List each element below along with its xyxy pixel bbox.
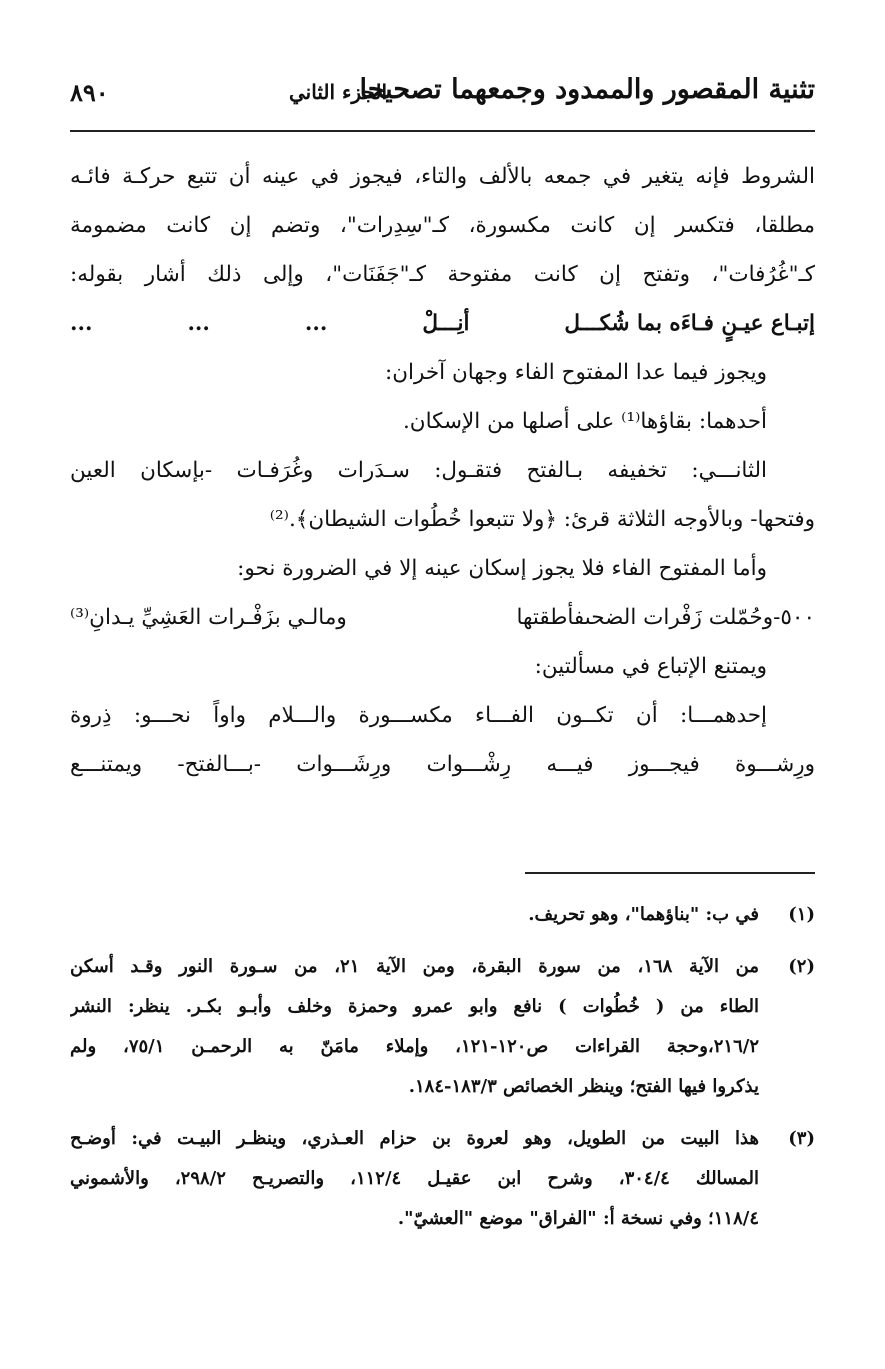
footnote-line: ٢١٦/٢،وحجة القراءات ص١٢٠-١٢١، وإملاء مامَنّ به الرحمـن ٧٥/١، ولم bbox=[70, 1036, 759, 1057]
book-page bbox=[70, 60, 815, 1369]
footnote-1 bbox=[70, 895, 815, 935]
verse-line bbox=[70, 299, 815, 348]
footnote-line: ١١٨/٤؛ وفي نسخة أ: "الفراق" موضع "العشيّ". bbox=[397, 1208, 759, 1229]
footnote-line: من الآية ١٦٨، من سورة البقرة، ومن الآية ٢١، من سـورة النور وقـد أسكن bbox=[70, 956, 759, 977]
text-line: ويجوز فيما عدا المفتوح الفاء وجهان آخران: bbox=[385, 360, 767, 385]
verse-part: أنِـــلْ bbox=[422, 311, 470, 336]
footnote-2 bbox=[70, 947, 815, 1107]
main-text bbox=[70, 152, 815, 789]
footnote-3 bbox=[70, 1119, 815, 1239]
footnote-number: (١) bbox=[788, 904, 815, 925]
footnote-line: يذكروا فيها الفتح؛ وينظر الخصائص ١٨٣/٣-١٨٤. bbox=[408, 1076, 759, 1097]
footnote-number: (٣) bbox=[788, 1128, 815, 1149]
page-header bbox=[70, 60, 815, 132]
text-line: ورِشـــوة فيجـــوز فيـــه رِشْـــوات ورِشَـــوات -بـــالفتح- ويمتنـــع bbox=[70, 752, 815, 777]
text-line: إحدهمـــا: أن تكــون الفـــاء مكســـورة والـــلام واواً نحـــو: ذِروة bbox=[70, 703, 767, 728]
verse-ellipsis: ... bbox=[187, 311, 210, 336]
text-line: ويمتنع الإتباع في مسألتين: bbox=[534, 654, 767, 679]
verse-part: إتبـاع عيـنٍ فـاءَه بما شُكـــل bbox=[564, 311, 815, 336]
verse-ellipsis: ... bbox=[304, 311, 328, 336]
footnotes bbox=[70, 895, 815, 1239]
text-line: كـ"غُرُفات"، وتفتح إن كانت مفتوحة كـ"جَفَنَات"، وإلى ذلك أشار بقوله: bbox=[70, 262, 815, 287]
header-rule bbox=[70, 130, 815, 132]
text-line: الثانـــي: تخفيفه بـالفتح فتقـول: سـدَرات وغُرَفـات -بإسكان العين bbox=[70, 458, 767, 483]
footnote-line: في ب: "بناؤهما"، وهو تحريف. bbox=[528, 904, 759, 925]
footnote-number: (٢) bbox=[788, 956, 815, 977]
part-label: الجزء الثاني bbox=[289, 80, 387, 104]
running-title: تثنية المقصور والممدود وجمعهما تصحيحا bbox=[359, 74, 815, 105]
text-line: الشروط فإنه يتغير في جمعه بالألف والتاء، فيجوز في عينه أن تتبع حركـة فائـه bbox=[70, 164, 815, 189]
poem-line bbox=[70, 593, 815, 642]
footnote-line: الطاء من ( خُطُوات ) نافع وابو عمرو وحمزة وخلف وأبـو بكـر. ينظر: النشر bbox=[70, 996, 759, 1017]
verse-ellipsis: ... bbox=[70, 311, 93, 336]
text-line: وفتحها- وبالأوجه الثلاثة قرئ: ﴿ولا تتبعوا خُطُوات الشيطان﴾.⁽²⁾ bbox=[269, 507, 815, 532]
footnote-rule bbox=[525, 872, 815, 874]
text-line: أحدهما: بقاؤها⁽¹⁾ على أصلها من الإسكان. bbox=[402, 409, 767, 434]
text-line: مطلقا، فتكسر إن كانت مكسورة، كـ"سِدِرات"، وتضم إن كانت مضمومة bbox=[70, 213, 815, 238]
poem-first-hemistich: ٥٠٠-وحُمّلت زَفْرات الضحىفأطقتها bbox=[516, 605, 815, 630]
footnote-line: المسالك ٣٠٤/٤، وشرح ابن عقيـل ١١٢/٤، والتصريـح ٢٩٨/٢، والأشموني bbox=[70, 1168, 759, 1189]
footnote-line: هذا البيت من الطويل، وهو لعروة بن حزام العـذري، وينظـر البيـت في: أوضـح bbox=[70, 1128, 759, 1149]
page-number: ٨٩٠ bbox=[70, 78, 109, 107]
poem-second-hemistich: ومالـي بزَفْـرات العَشِيِّ يـدانِ⁽³⁾ bbox=[70, 605, 347, 630]
text-line: وأما المفتوح الفاء فلا يجوز إسكان عينه إلا في الضرورة نحو: bbox=[237, 556, 767, 581]
